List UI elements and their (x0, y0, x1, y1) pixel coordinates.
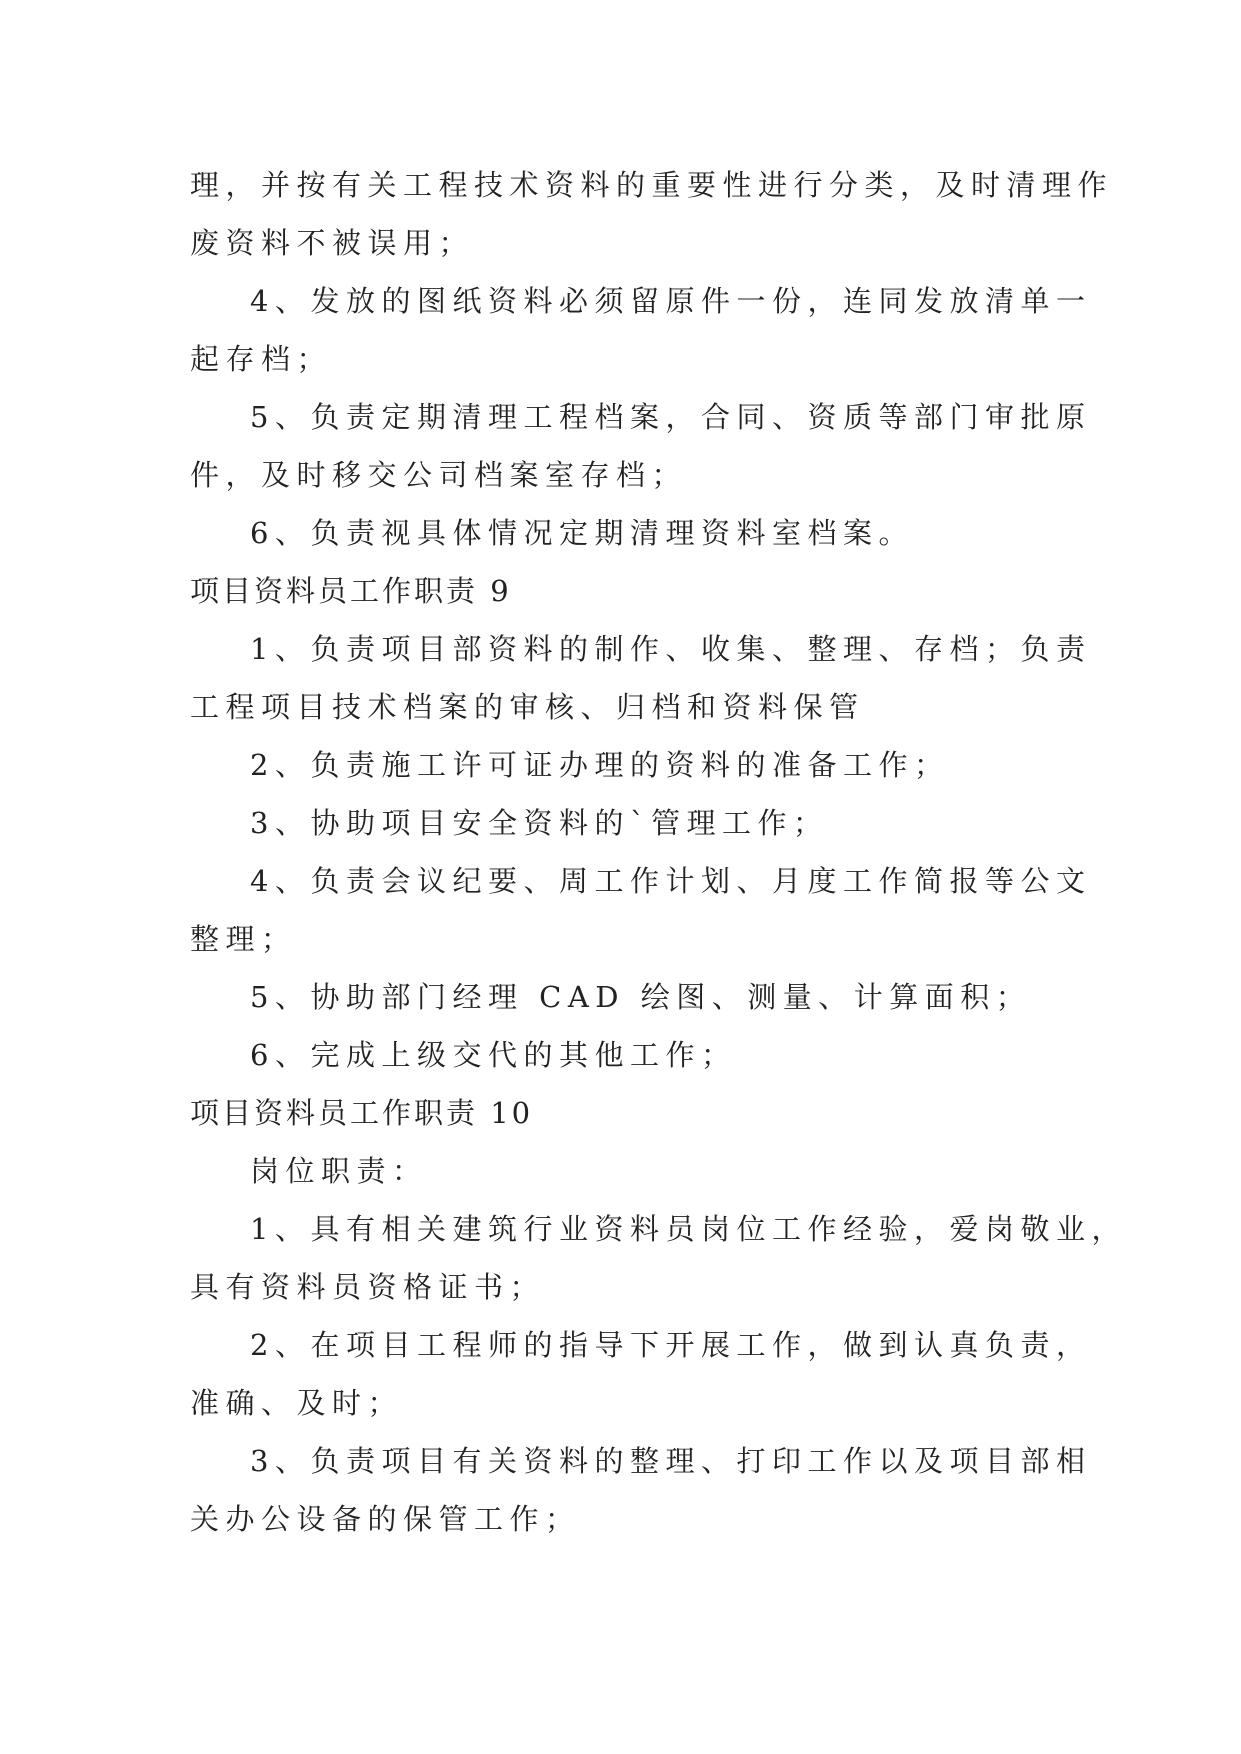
paragraph-line: 5、协助部门经理 CAD 绘图、测量、计算面积； (250, 980, 1032, 1014)
paragraph-line: 1、具有相关建筑行业资料员岗位工作经验，爱岗敬业， (250, 1212, 1127, 1246)
paragraph-line: 准确、及时； (190, 1386, 404, 1420)
document-body (190, 156, 1127, 1548)
paragraph-line: 工程项目技术档案的审核、归档和资料保管 (190, 690, 865, 724)
paragraph-line: 起存档； (190, 342, 333, 376)
section-heading: 项目资料员工作职责 10 (190, 1096, 534, 1130)
paragraph-line: 整理； (190, 922, 297, 956)
paragraph-line: 理，并按有关工程技术资料的重要性进行分类，及时清理作 (190, 168, 1114, 202)
paragraph-line: 2、在项目工程师的指导下开展工作，做到认真负责， (250, 1328, 1092, 1362)
paragraph-line: 5、负责定期清理工程档案，合同、资质等部门审批原 (250, 400, 1092, 434)
paragraph-line: 6、负责视具体情况定期清理资料室档案。 (250, 516, 914, 550)
paragraph-line: 废资料不被误用； (190, 226, 475, 260)
section-heading: 项目资料员工作职责 9 (190, 574, 512, 608)
paragraph-line: 岗位职责： (250, 1154, 428, 1188)
paragraph-line: 具有资料员资格证书； (190, 1270, 546, 1304)
paragraph-line: 3、协助项目安全资料的`管理工作； (250, 806, 829, 840)
paragraph-line: 3、负责项目有关资料的整理、打印工作以及项目部相 (250, 1444, 1092, 1478)
paragraph-line: 1、负责项目部资料的制作、收集、整理、存档；负责 (250, 632, 1092, 666)
paragraph-line: 6、完成上级交代的其他工作； (250, 1038, 737, 1072)
paragraph-line: 件，及时移交公司档案室存档； (190, 458, 688, 492)
paragraph-line: 2、负责施工许可证办理的资料的准备工作； (250, 748, 950, 782)
paragraph-line: 关办公设备的保管工作； (190, 1502, 581, 1536)
paragraph-line: 4、负责会议纪要、周工作计划、月度工作简报等公文 (250, 864, 1092, 898)
paragraph-line: 4、发放的图纸资料必须留原件一份，连同发放清单一 (250, 284, 1092, 318)
